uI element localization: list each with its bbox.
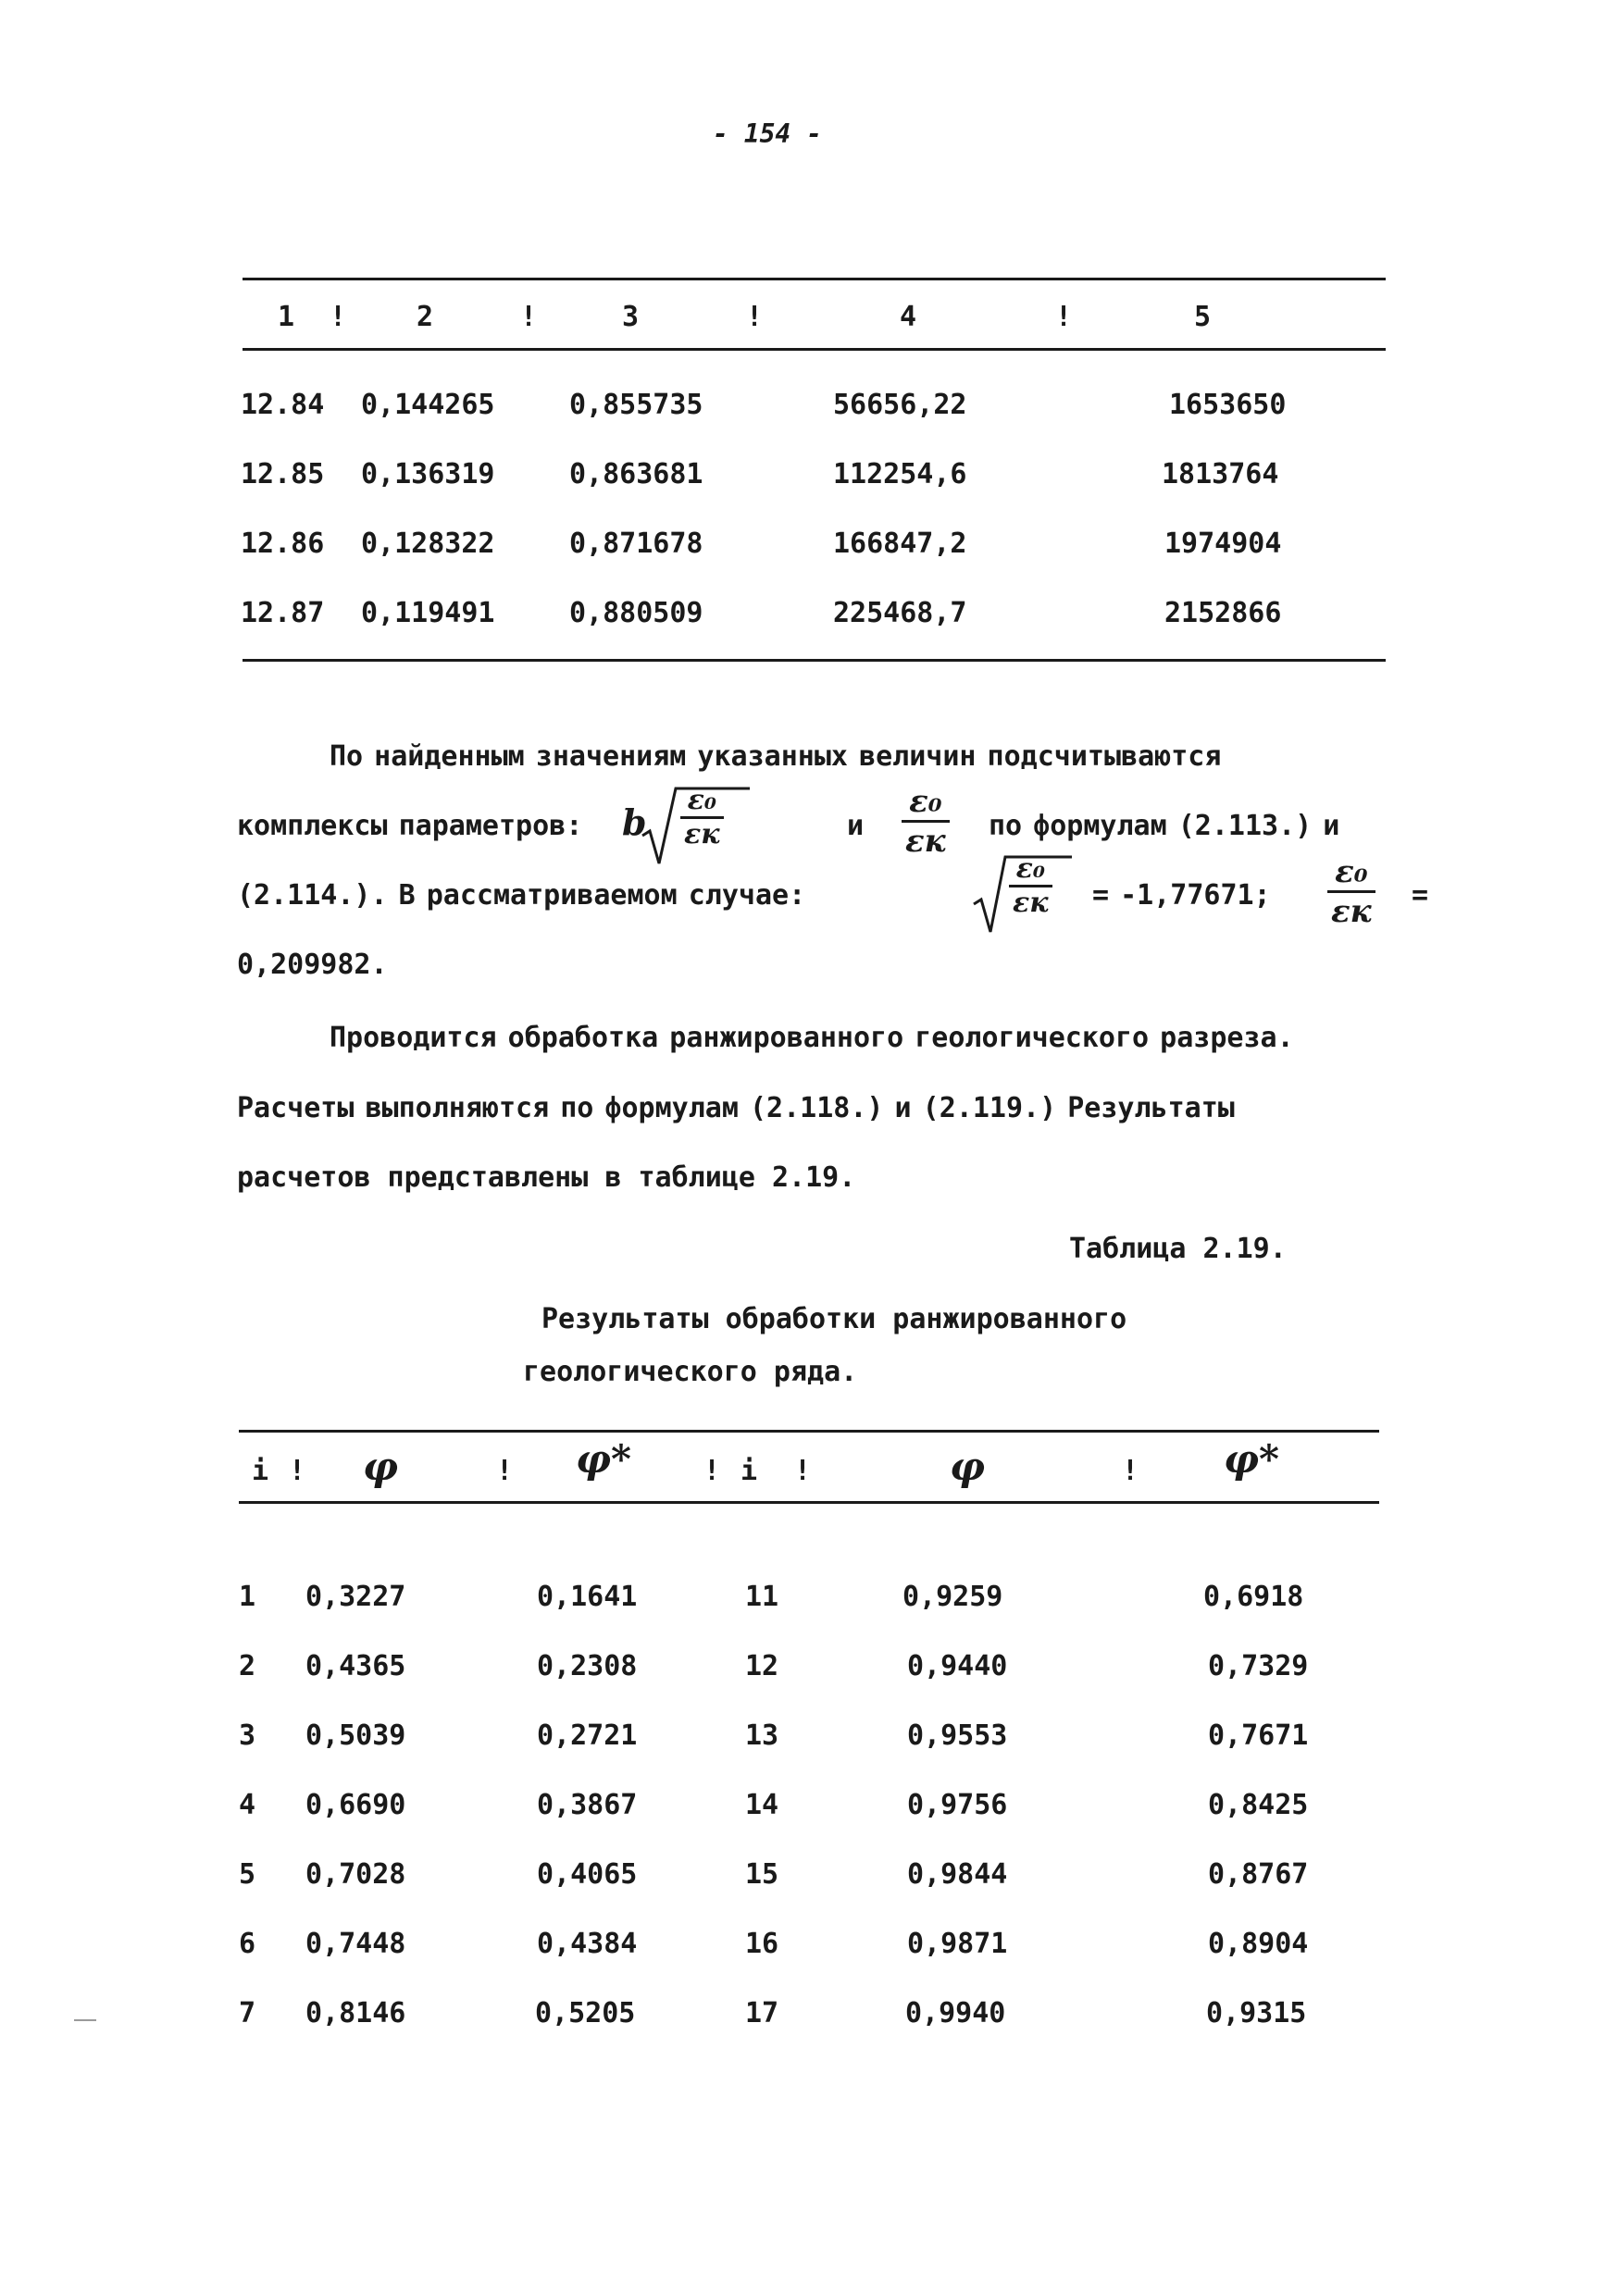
fraction-numerator: ε₀ xyxy=(680,785,724,819)
table-cell: 0,4365 xyxy=(305,1650,406,1682)
page-number: - 154 - xyxy=(713,118,823,149)
formula-b-symbol: b xyxy=(622,801,647,843)
table-cell: 0,9844 xyxy=(907,1858,1008,1891)
table-2-top-rule xyxy=(239,1430,1379,1433)
table-1-header-cell: 2 xyxy=(417,301,434,333)
table-cell: 166847,2 xyxy=(833,527,967,560)
table-cell: 13 xyxy=(745,1719,779,1752)
table-1-header-cell: 3 xyxy=(622,301,640,333)
formula-fraction xyxy=(1009,853,1052,919)
table-cell: 0,4065 xyxy=(537,1858,638,1891)
fraction-numerator: ε₀ xyxy=(1327,853,1375,893)
table-cell: 0,136319 xyxy=(361,458,495,490)
fraction-numerator: ε₀ xyxy=(1009,853,1052,887)
paragraph-line: комплексы параметров: xyxy=(237,810,583,842)
paragraph-word: = xyxy=(1412,879,1429,912)
table-cell: 0,9440 xyxy=(907,1650,1008,1682)
table-cell: 0,144265 xyxy=(361,389,495,421)
table-2-label: Таблица 2.19. xyxy=(1069,1233,1287,1265)
table-cell: 0,119491 xyxy=(361,597,495,629)
table-1-header-rule xyxy=(243,348,1386,351)
paragraph-line: Расчеты выполняются по формулам (2.118.) и (2.119.) Результаты xyxy=(237,1092,1235,1124)
table-cell: 0,2721 xyxy=(537,1719,638,1752)
table-2-header-cell: φ xyxy=(363,1444,399,1489)
table-cell: 0,128322 xyxy=(361,527,495,560)
table-cell: 0,9871 xyxy=(907,1928,1008,1960)
formula-fraction xyxy=(1327,853,1375,930)
table-cell: 2152866 xyxy=(1164,597,1282,629)
table-cell: 0,4384 xyxy=(537,1928,638,1960)
formula-fraction xyxy=(680,785,724,850)
table-1-top-rule xyxy=(243,278,1386,280)
table-2-header-cell: i xyxy=(741,1455,758,1487)
paragraph-line: по формулам (2.113.) и xyxy=(989,810,1340,842)
fraction-denominator: εк xyxy=(684,818,720,850)
fraction-denominator: εк xyxy=(1331,893,1372,930)
fraction-denominator: εк xyxy=(905,823,946,860)
table-cell: 0,9553 xyxy=(907,1719,1008,1752)
table-cell: 0,7329 xyxy=(1208,1650,1309,1682)
paragraph-word: и xyxy=(847,810,865,842)
table-cell: 12.86 xyxy=(241,527,325,560)
paragraph-line: расчетов представлены в таблице 2.19. xyxy=(237,1161,856,1194)
table-2-title-line-2: геологического ряда. xyxy=(523,1356,858,1388)
table-cell: 1 xyxy=(239,1581,256,1613)
table-cell: 3 xyxy=(239,1719,256,1752)
table-cell: 0,7028 xyxy=(305,1858,406,1891)
table-1-header-divider: ! xyxy=(520,301,538,333)
table-cell: 12.87 xyxy=(241,597,325,629)
table-2-header-divider: ! xyxy=(496,1455,514,1487)
table-cell: 6 xyxy=(239,1928,256,1960)
table-cell: 14 xyxy=(745,1789,779,1821)
table-cell: 0,2308 xyxy=(537,1650,638,1682)
table-cell: 1974904 xyxy=(1164,527,1282,560)
table-cell: 15 xyxy=(745,1858,779,1891)
table-cell: 0,880509 xyxy=(569,597,703,629)
table-2-header-divider: ! xyxy=(703,1455,721,1487)
table-cell: 12.85 xyxy=(241,458,325,490)
table-cell: 0,9259 xyxy=(902,1581,1003,1613)
table-2-header-divider: ! xyxy=(1122,1455,1139,1487)
table-cell: 0,7448 xyxy=(305,1928,406,1960)
table-cell: 5 xyxy=(239,1858,256,1891)
table-cell: 0,6918 xyxy=(1203,1581,1304,1613)
paragraph-value: = -1,77671; xyxy=(1092,879,1271,912)
table-cell: 0,7671 xyxy=(1208,1719,1309,1752)
table-cell: 0,9756 xyxy=(907,1789,1008,1821)
table-cell: 0,9315 xyxy=(1206,1997,1307,2029)
table-2-header-rule xyxy=(239,1501,1379,1504)
fraction-denominator: εк xyxy=(1013,887,1049,919)
table-2-header-divider: ! xyxy=(794,1455,812,1487)
table-1-header-cell: 4 xyxy=(900,301,917,333)
table-cell: 0,1641 xyxy=(537,1581,638,1613)
table-cell: 112254,6 xyxy=(833,458,967,490)
paragraph-line: По найденным значениям указанных величин подсчитываются xyxy=(330,740,1222,773)
table-cell: 0,8904 xyxy=(1208,1928,1309,1960)
table-cell: 0,871678 xyxy=(569,527,703,560)
table-cell: 12 xyxy=(745,1650,779,1682)
table-cell: 225468,7 xyxy=(833,597,967,629)
table-cell: 0,8146 xyxy=(305,1997,406,2029)
table-cell: 16 xyxy=(745,1928,779,1960)
table-2-header-cell: i xyxy=(252,1455,269,1487)
paragraph-line: 0,209982. xyxy=(237,949,388,981)
table-cell: 0,855735 xyxy=(569,389,703,421)
table-cell: 1653650 xyxy=(1169,389,1287,421)
table-cell: 4 xyxy=(239,1789,256,1821)
table-1-header-cell: 1 xyxy=(278,301,295,333)
table-cell: 1813764 xyxy=(1162,458,1279,490)
table-cell: 0,3867 xyxy=(537,1789,638,1821)
table-cell: 0,5205 xyxy=(535,1997,636,2029)
table-cell: 0,6690 xyxy=(305,1789,406,1821)
table-1-bottom-rule xyxy=(243,659,1386,662)
table-2-header-cell: φ* xyxy=(1224,1436,1279,1482)
table-2-header-divider: ! xyxy=(289,1455,306,1487)
table-1-header-divider: ! xyxy=(746,301,764,333)
table-cell: 0,9940 xyxy=(905,1997,1006,2029)
table-cell: 7 xyxy=(239,1997,256,2029)
table-1-header-divider: ! xyxy=(330,301,347,333)
paragraph-line: Проводится обработка ранжированного геологического разреза. xyxy=(330,1022,1294,1054)
formula-fraction xyxy=(902,783,950,860)
table-cell: 12.84 xyxy=(241,389,325,421)
table-cell: 0,863681 xyxy=(569,458,703,490)
table-2-title-line-1: Результаты обработки ранжированного xyxy=(541,1303,1127,1335)
table-1-header-cell: 5 xyxy=(1194,301,1212,333)
table-2-header-cell: φ* xyxy=(576,1436,631,1482)
table-cell: 0,8767 xyxy=(1208,1858,1309,1891)
table-cell: 0,5039 xyxy=(305,1719,406,1752)
table-cell: 0,3227 xyxy=(305,1581,406,1613)
margin-mark xyxy=(74,2019,96,2021)
fraction-numerator: ε₀ xyxy=(902,783,950,823)
table-cell: 56656,22 xyxy=(833,389,967,421)
table-cell: 11 xyxy=(745,1581,779,1613)
table-cell: 17 xyxy=(745,1997,779,2029)
table-2-header-cell: φ xyxy=(950,1444,986,1489)
paragraph-line: (2.114.). В рассматриваемом случае: xyxy=(237,879,806,912)
table-1-header-divider: ! xyxy=(1055,301,1073,333)
table-cell: 0,8425 xyxy=(1208,1789,1309,1821)
table-cell: 2 xyxy=(239,1650,256,1682)
